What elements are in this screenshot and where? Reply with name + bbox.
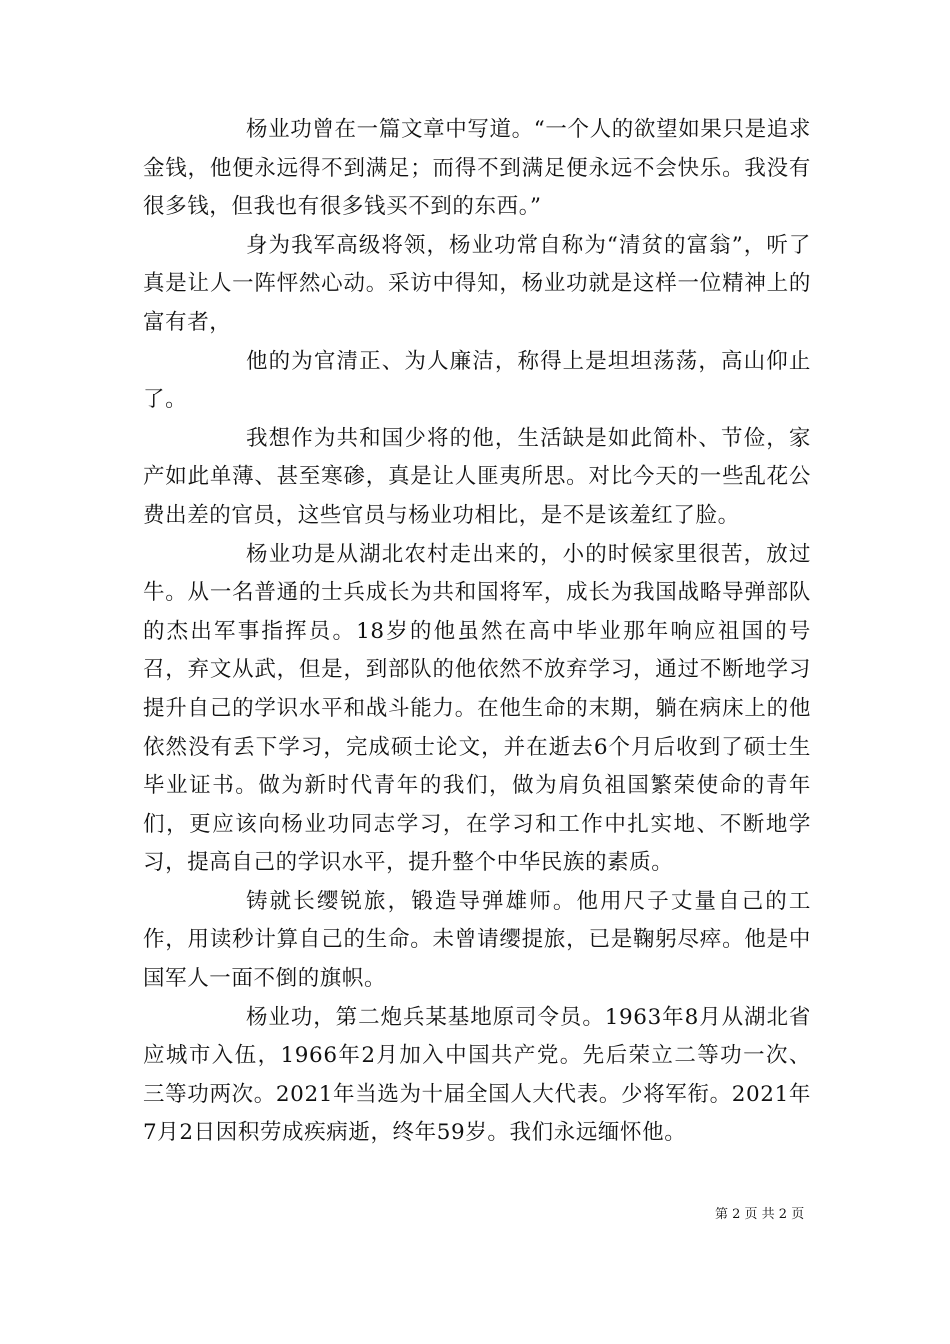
page-number-footer: 第 2 页 共 2 页: [715, 1207, 805, 1222]
paragraph-5: 杨业功是从湖北农村走出来的，小的时候家里很苦，放过牛。从一名普通的士兵成长为共和国将军，成长为我国战略导弹部队的杰出军事指挥员。18岁的他虽然在高中毕业那年响应祖国的号召，弃文从武，但是，到部队的他依然不放弃学习，通过不断地学习提升自己的学识水平和战斗能力。在他生命的末期，躺在病床上的他依然没有丢下学习，完成硕士论文，并在逝去6个月后收到了硕士生毕业证书。做为新时代青年的我们，做为肩负祖国繁荣使命的青年们，更应该向杨业功同志学习，在学习和工作中扎实地、不断地学习，提高自己的学识水平，提升整个中华民族的素质。: [143, 541, 811, 876]
paragraph-1: 杨业功曾在一篇文章中写道。“一个人的欲望如果只是追求金钱，他便永远得不到满足；而得不到满足便永远不会快乐。我没有很多钱，但我也有很多钱买不到的东西。”: [143, 117, 811, 220]
paragraph-4: 我想作为共和国少将的他，生活缺是如此简朴、节俭，家产如此单薄、甚至寒碜，真是让人匪夷所思。对比今天的一些乱花公费出差的官员，这些官员与杨业功相比，是不是该羞红了脸。: [143, 425, 811, 528]
paragraph-2: 身为我军高级将领，杨业功常自称为“清贫的富翁”，听了真是让人一阵怦然心动。采访中得知，杨业功就是这样一位精神上的富有者，: [143, 232, 811, 335]
paragraph-7: 杨业功，第二炮兵某基地原司令员。1963年8月从湖北省应城市入伍，1966年2月加入中国共产党。先后荣立二等功一次、三等功两次。2021年当选为十届全国人大代表。少将军衔。2021年7月2日因积劳成疾病逝，终年59岁。我们永远缅怀他。: [143, 1004, 811, 1146]
paragraph-3: 他的为官清正、为人廉洁，称得上是坦坦荡荡，高山仰止了。: [143, 348, 811, 413]
paragraph-6: 铸就长缨锐旅，锻造导弹雄师。他用尺子丈量自己的工作，用读秒计算自己的生命。未曾请缨提旅，已是鞠躬尽瘁。他是中国军人一面不倒的旗帜。: [143, 888, 811, 992]
document-body: [143, 111, 811, 1153]
